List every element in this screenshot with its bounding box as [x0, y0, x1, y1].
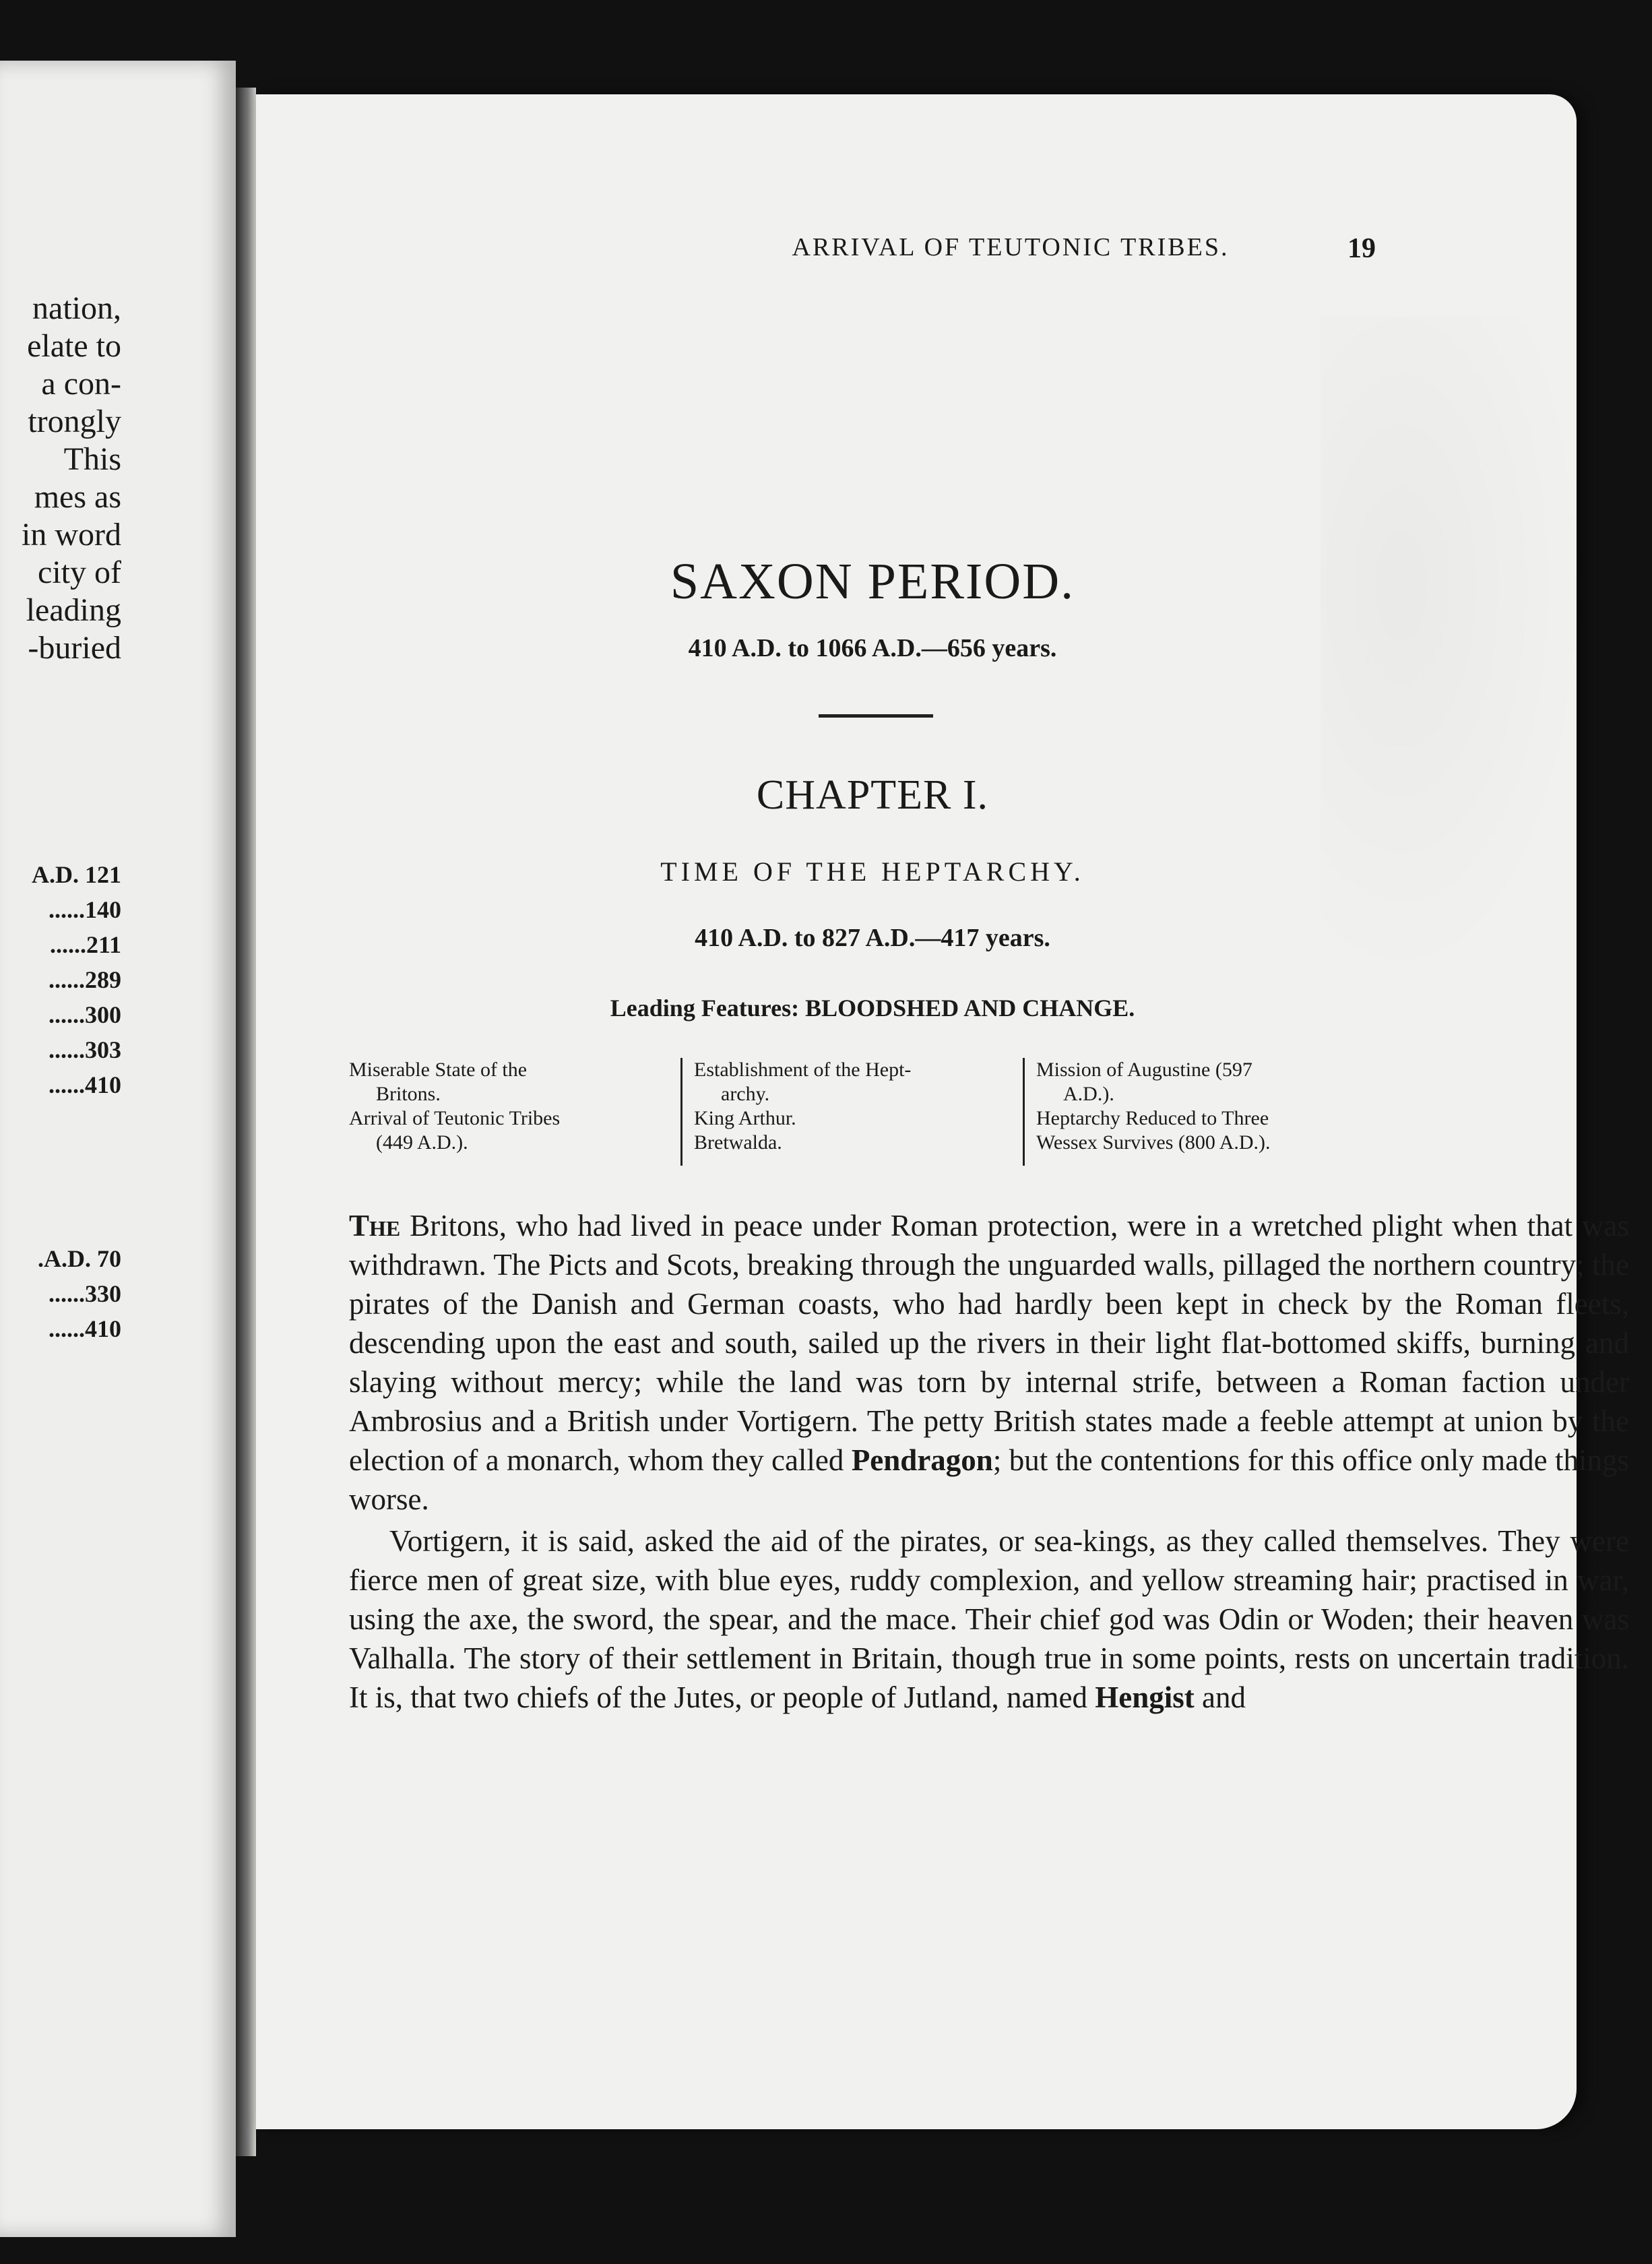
body-text	[349, 1206, 1629, 1717]
left-line: This	[63, 441, 121, 477]
left-line: elate to	[27, 328, 121, 364]
left-date-row: ......410	[49, 1071, 121, 1098]
period-dates: 410 A.D. to 1066 A.D.—656 years.	[688, 634, 1057, 662]
left-line: trongly	[28, 404, 121, 439]
column-divider	[680, 1058, 682, 1166]
running-head: ARRIVAL OF TEUTONIC TRIBES.	[792, 233, 1230, 261]
contents-column-3	[1036, 1058, 1387, 1155]
column-divider	[1023, 1058, 1025, 1166]
left-date-row: ......303	[49, 1036, 121, 1063]
left-line: a con-	[41, 366, 121, 402]
left-line: nation,	[32, 290, 121, 326]
contents-entry: Establishment of the Hept-	[694, 1059, 912, 1081]
contents-entry: archy.	[721, 1083, 770, 1105]
paragraph	[349, 1521, 1629, 1717]
left-line: city of	[38, 555, 121, 590]
left-date-row: ......410	[49, 1315, 121, 1342]
contents-entry: Mission of Augustine (597	[1036, 1059, 1252, 1081]
paragraph-text: Britons, who had lived in peace under Roman protection, were in a wretched plight when that was withdrawn. The Picts and Scots, breaking through the unguarded walls, pillaged the northern country; the pirates of the Danish and German coasts, who had hardly been kept in check by the Roman fleets, descending upon the east and south, sailed up the rivers in their light flat-bottomed skiffs, burning and slaying without mercy; while the land was torn by internal strife, between a Roman faction under Ambrosius and a British under Vortigern. The petty British states made a feeble attempt at union by the election of a monarch, whom they called	[349, 1209, 1629, 1477]
paragraph-text: ; but the contentions for this office only made things worse.	[349, 1443, 1629, 1516]
left-date-row: .A.D. 70	[38, 1245, 121, 1272]
contents-entry: Miserable State of the	[349, 1059, 528, 1081]
left-line: -buried	[28, 630, 121, 666]
contents-entry: (449 A.D.).	[376, 1131, 468, 1154]
chapter-contents-table	[349, 1058, 1643, 1193]
bold-term: Pendragon	[851, 1443, 993, 1477]
contents-entry: Arrival of Teutonic Tribes	[349, 1107, 561, 1129]
left-date-row: ......289	[49, 966, 121, 993]
contents-entry: A.D.).	[1063, 1083, 1114, 1105]
contents-entry: Heptarchy Reduced to Three	[1036, 1107, 1269, 1129]
leading-features	[256, 994, 1489, 1022]
left-date-row: A.D. 121	[32, 861, 121, 888]
features-value: BLOODSHED AND CHANGE.	[805, 995, 1135, 1021]
right-page	[256, 94, 1629, 2129]
features-label: Leading Features:	[610, 995, 800, 1021]
period-title: SAXON PERIOD.	[670, 553, 1075, 610]
chapter-dates: 410 A.D. to 827 A.D.—417 years.	[695, 924, 1050, 952]
chapter-title: CHAPTER I.	[756, 772, 989, 818]
bold-term: Hengist	[1095, 1680, 1195, 1714]
contents-entry: King Arthur.	[694, 1107, 796, 1129]
page-number: 19	[1347, 233, 1376, 264]
left-facing-page	[0, 61, 236, 2237]
left-date-row: ......140	[49, 896, 121, 923]
left-line: in word	[22, 517, 121, 553]
paragraph-text: and	[1194, 1680, 1246, 1714]
paragraph-lead: The	[349, 1209, 401, 1243]
left-date-row: ......300	[49, 1001, 121, 1028]
contents-column-2	[694, 1058, 1031, 1155]
paragraph-text: Vortigern, it is said, asked the aid of the pirates, or sea-kings, as they called themselves. They were fierce men of great size, with blue eyes, ruddy complexion, and yellow streaming hair; practised in war, using the axe, the sword, the spear, and the mace. Their chief god was Odin or Woden; their heaven was Valhalla. The story of their settlement in Britain, though true in some points, rests on uncertain tradition. It is, that two chiefs of the Jutes, or people of Jutland, named	[349, 1524, 1629, 1714]
left-date-row: ......330	[49, 1280, 121, 1307]
left-line: leading	[26, 592, 121, 628]
section-rule	[819, 714, 933, 718]
paragraph	[349, 1206, 1629, 1519]
contents-entry: Wessex Survives (800 A.D.).	[1036, 1131, 1271, 1154]
chapter-subtitle: TIME OF THE HEPTARCHY.	[660, 856, 1085, 887]
left-line: mes as	[34, 479, 121, 515]
contents-entry: Britons.	[376, 1083, 441, 1105]
book-gutter	[236, 88, 256, 2156]
left-date-row: ......211	[49, 931, 121, 958]
contents-entry: Bretwalda.	[694, 1131, 782, 1154]
contents-column-1	[349, 1058, 672, 1155]
